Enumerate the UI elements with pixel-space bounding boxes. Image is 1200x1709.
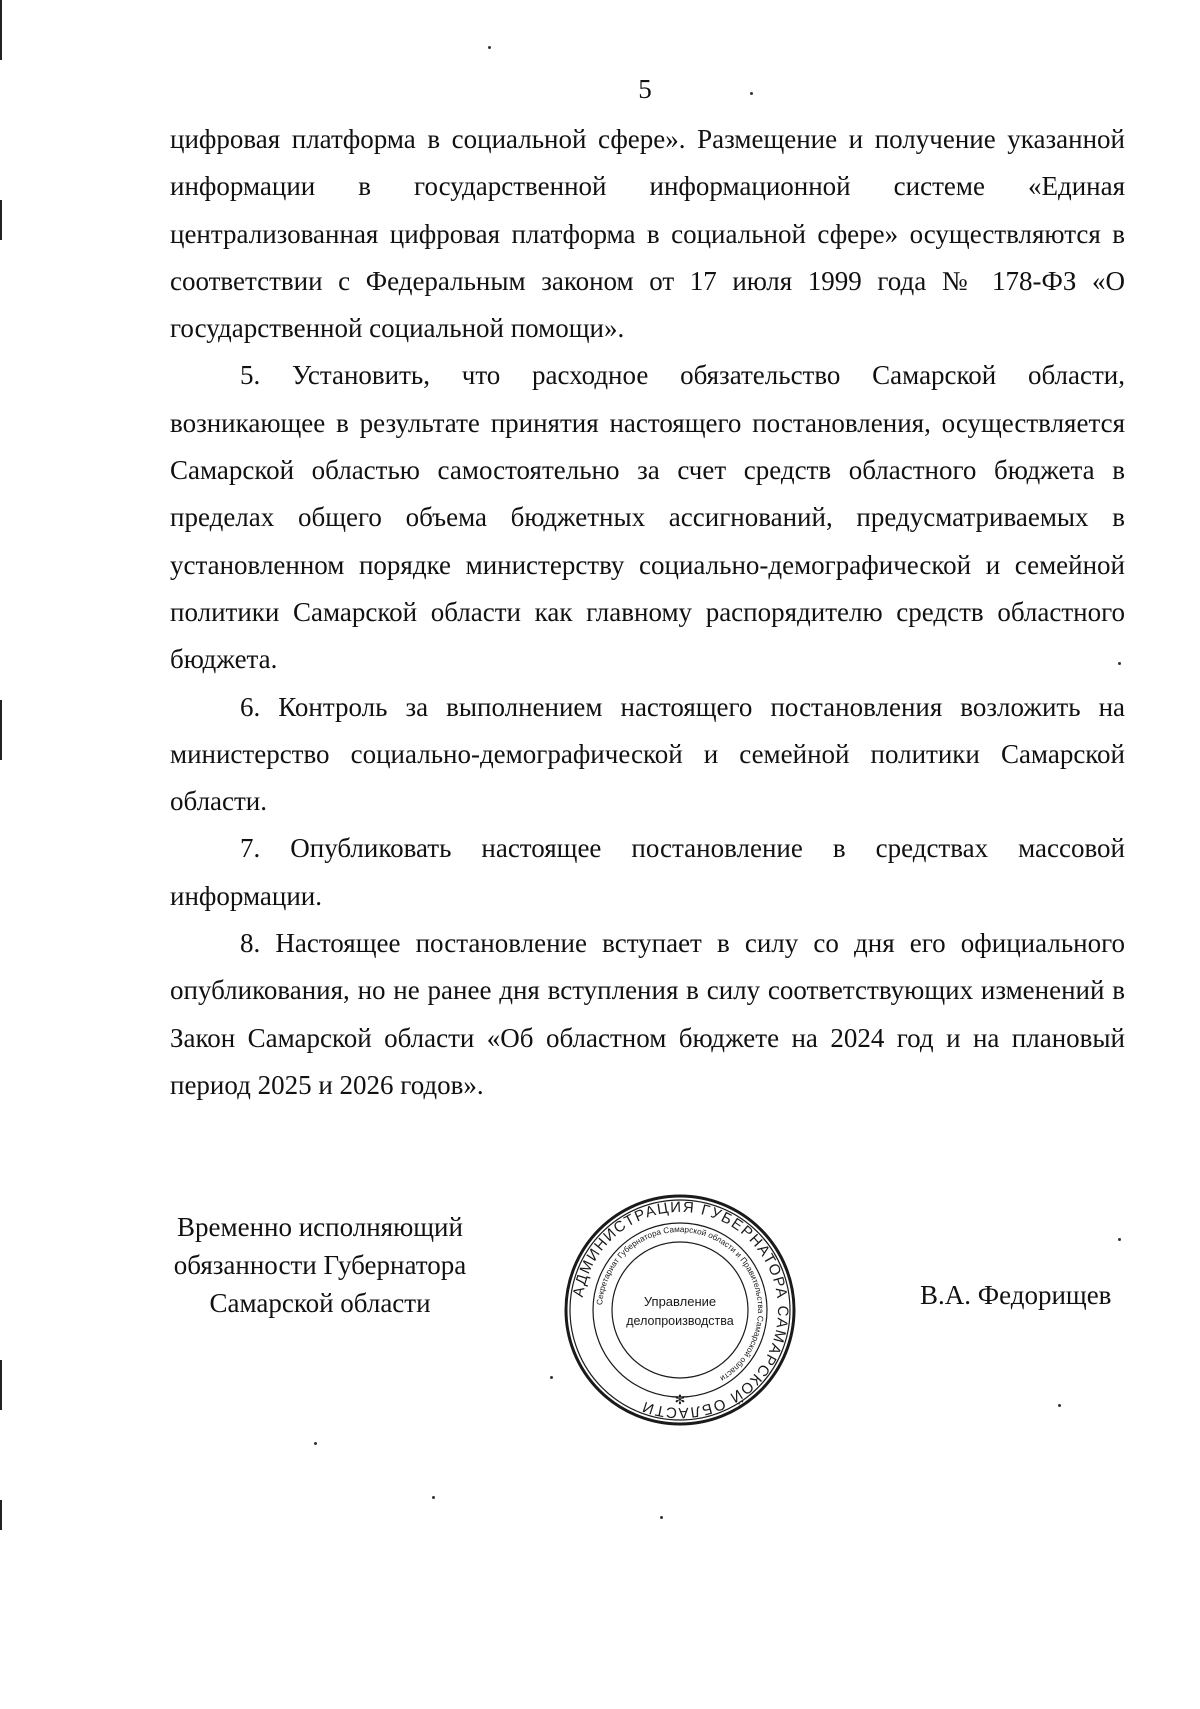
scan-speck (1118, 662, 1121, 665)
paragraph-continuation: цифровая платформа в социальной сфере». Размещение и получение указанной информации в государственной информационной системе «Единая централизованная цифровая платформа в социальной сфере» осуществляются в соответствии с Федеральным законом от 17 июля 1999 года № 178-ФЗ «О государственной социальной помощи». (170, 124, 1125, 344)
scan-speck (1058, 1404, 1061, 1407)
scan-speck (1118, 1238, 1121, 1241)
scan-margin-mark (0, 1500, 2, 1530)
paragraph-7: 7. Опубликовать настоящее постановление в средствах массовой информации. (170, 833, 1125, 911)
stamp-center-line-2: делопроизводства (626, 1314, 734, 1328)
scan-speck (750, 92, 753, 95)
position-line-2: обязанности Губернатора (173, 1250, 467, 1280)
page-number: 5 (638, 74, 652, 104)
stamp-center-line-1: Управление (643, 1294, 717, 1309)
stamp-middle-text: Секретариат Губернатора Самарской области и Правительства Самарской области (595, 1224, 766, 1384)
scan-speck (314, 1442, 317, 1445)
paragraph-8: 8. Настоящее постановление вступает в силу со дня его официального опубликования, но не ранее дня вступления в силу соответствующих изменений в Закон Самарской области «Об областном бюджете на 2024 год и на плановый период 2025 и 2026 годов». (170, 928, 1125, 1100)
scan-margin-mark (0, 200, 2, 240)
signatory-position (160, 1208, 480, 1322)
official-seal-stamp (560, 1190, 800, 1430)
scan-speck (432, 1496, 435, 1499)
scan-margin-mark (0, 1360, 2, 1410)
paragraph-5: 5. Установить, что расходное обязательство Самарской области, возникающее в результате принятия настоящего постановления, осуществляется Самарской областью самостоятельно за счет средств областного бюджета в пределах общего объема бюджетных ассигнований, предусматриваемых в установленном порядке министерству социально-демографической и семейной политики Самарской области как главному распорядителю средств областного бюджета. (170, 360, 1125, 675)
position-line-3: Самарской области (209, 1288, 431, 1318)
scan-speck (660, 1516, 663, 1519)
paragraph-6: 6. Контроль за выполнением настоящего постановления возложить на министерство социально-демографической и семейной политики Самарской области. (170, 691, 1125, 817)
scan-speck (488, 46, 491, 49)
scan-speck (550, 1376, 553, 1379)
scan-margin-mark (0, 700, 2, 760)
stamp-outer-text: АДМИНИСТРАЦИЯ ГУБЕРНАТОРА САМАРСКОЙ ОБЛАСТИ (569, 1198, 792, 1422)
stamp-star-icon: ✻ (674, 1393, 686, 1408)
position-line-1: Временно исполняющий (177, 1212, 463, 1242)
signatory-name: В.А. Федорищев (920, 1280, 1112, 1310)
document-body (170, 116, 1125, 1109)
scan-margin-mark (0, 0, 2, 60)
